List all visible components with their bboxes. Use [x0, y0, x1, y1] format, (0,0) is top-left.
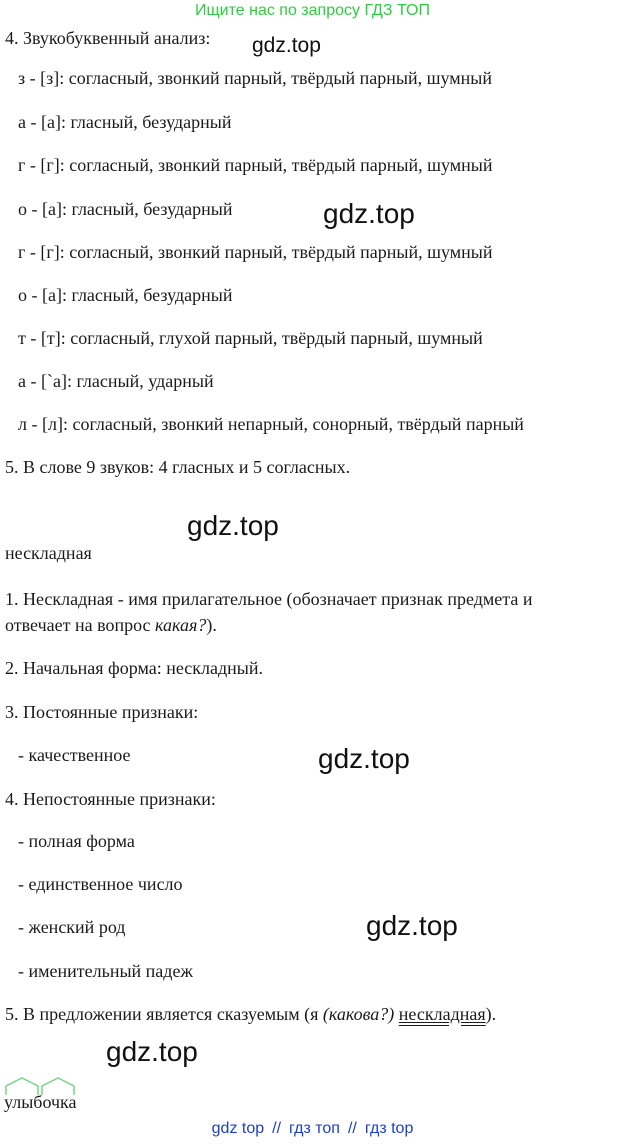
variable-feature: - именительный падеж	[18, 961, 193, 981]
watermark: gdz.top	[187, 510, 279, 541]
footer-link[interactable]: gdz top	[211, 1120, 265, 1137]
question-italic: какая?	[155, 615, 207, 635]
footer-link[interactable]: гдз top	[364, 1120, 414, 1137]
paragraph-3: 3. Постоянные признаки:	[5, 702, 199, 722]
phonetic-row: т - [т]: согласный, глухой парный, твёрдый парный, шумный	[18, 328, 483, 348]
watermark: gdz.top	[106, 1036, 198, 1067]
variable-feature: - единственное число	[18, 874, 183, 894]
paragraph-1-line-1: 1. Нескладная - имя прилагательное (обозначает признак предмета и	[5, 589, 533, 609]
footer-separator: //	[347, 1120, 357, 1137]
phonetic-row: г - [г]: согласный, звонкий парный, твёрдый парный, шумный	[18, 242, 493, 262]
footer-link[interactable]: гдз топ	[289, 1120, 340, 1137]
watermark: gdz.top	[366, 910, 458, 941]
paragraph-4: 4. Непостоянные признаки:	[5, 789, 216, 809]
parsed-word: нескладная	[5, 543, 92, 563]
watermark: gdz.top	[323, 198, 415, 229]
phonetic-row: о - [а]: гласный, безударный	[18, 199, 233, 219]
constant-feature: - качественное	[18, 745, 131, 765]
watermark: gdz.top	[318, 743, 410, 774]
phonetic-row: а - [а]: гласный, безударный	[18, 112, 232, 132]
watermark: gdz.top	[252, 34, 321, 57]
search-banner: Ищите нас по запросу ГДЗ ТОП	[195, 2, 430, 19]
question-italic: (какова?)	[322, 1004, 395, 1024]
variable-feature: - женский род	[18, 917, 126, 937]
paragraph-1-line-2: отвечает на вопрос какая?).	[5, 615, 217, 635]
footer-links	[0, 1120, 625, 1138]
paragraph-5: 5. В предложении является сказуемым (я (какова?) нескладная).	[5, 1004, 497, 1024]
paragraph-2: 2. Начальная форма: нескладный.	[5, 658, 264, 678]
phonetic-row: о - [а]: гласный, безударный	[18, 285, 233, 305]
predicate-word: нескладная	[398, 1004, 486, 1024]
phonetic-row: л - [л]: согласный, звонкий непарный, сонорный, твёрдый парный	[18, 414, 524, 434]
phonetic-row: г - [г]: согласный, звонкий парный, твёрдый парный, шумный	[18, 155, 493, 175]
footer-separator: //	[272, 1120, 282, 1137]
next-word: улыбочка	[4, 1092, 77, 1112]
phonetic-heading: 4. Звукобуквенный анализ:	[5, 28, 211, 48]
phonetic-row: а - [`а]: гласный, ударный	[18, 371, 214, 391]
variable-feature: - полная форма	[18, 831, 135, 851]
sound-count-summary: 5. В слове 9 звуков: 4 гласных и 5 согласных.	[5, 457, 351, 477]
phonetic-row: з - [з]: согласный, звонкий парный, твёрдый парный, шумный	[18, 68, 492, 88]
